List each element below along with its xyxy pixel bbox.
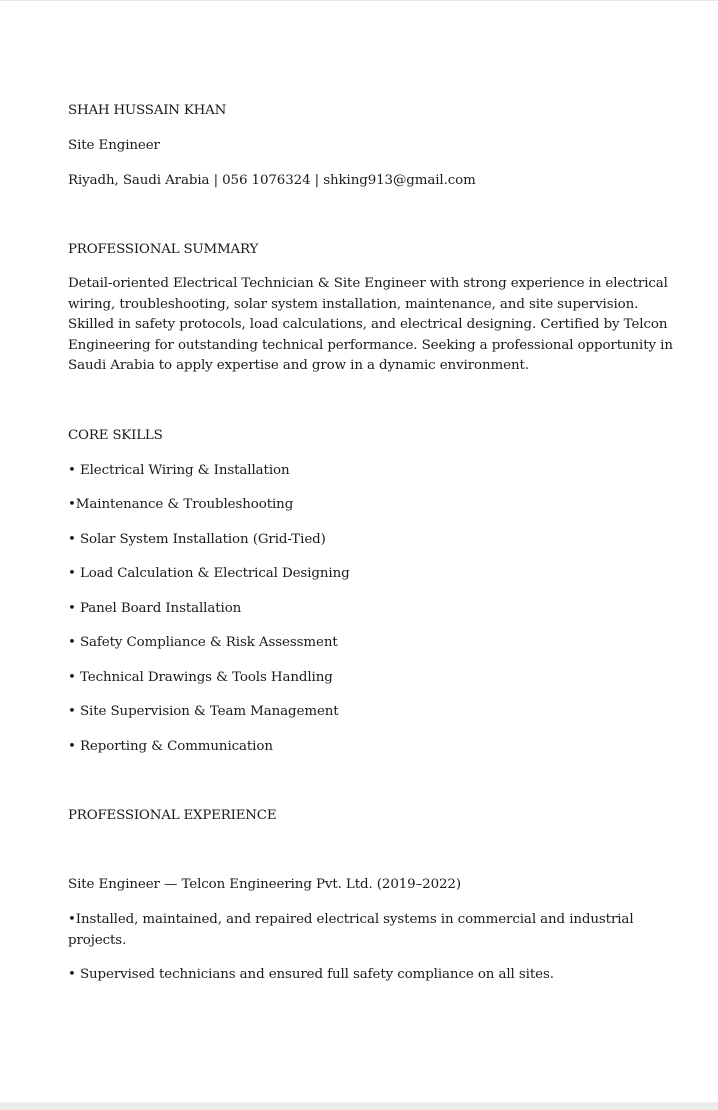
experience-job-title: Site Engineer — Telcon Engineering Pvt. Ltd. (2019–2022): [68, 877, 461, 892]
skill-item: • Load Calculation & Electrical Designing: [68, 566, 350, 581]
skills-heading: CORE SKILLS: [68, 428, 163, 443]
summary-heading: PROFESSIONAL SUMMARY: [68, 242, 259, 257]
contact-info: Riyadh, Saudi Arabia | 056 1076324 | shking913@gmail.com: [68, 173, 476, 188]
skill-item: • Solar System Installation (Grid-Tied): [68, 532, 326, 547]
experience-bullet: •Installed, maintained, and repaired electrical systems in commercial and industrial projects.: [68, 912, 634, 948]
skill-item: • Panel Board Installation: [68, 601, 242, 616]
summary-text: Detail-oriented Electrical Technician & Site Engineer with strong experience in electrical wiring, troubleshooting, solar system installation, maintenance, and site supervision. Skilled in safety protocols, load calculations, and electrical designing. Certified by Telcon Engineering for outstanding technical performance. Seeking a professional opportunity in Saudi Arabia to apply expertise and grow in a dynamic environment.: [68, 276, 673, 374]
skill-item: • Reporting & Communication: [68, 739, 273, 754]
page-bottom-edge: [0, 1102, 718, 1110]
job-title: Site Engineer: [68, 138, 160, 153]
skill-item: • Safety Compliance & Risk Assessment: [68, 635, 338, 650]
candidate-name: SHAH HUSSAIN KHAN: [68, 103, 227, 118]
skill-item: • Electrical Wiring & Installation: [68, 463, 290, 478]
skill-item: •Maintenance & Troubleshooting: [68, 497, 294, 512]
experience-bullet: • Supervised technicians and ensured full safety compliance on all sites.: [68, 967, 554, 982]
skill-item: • Technical Drawings & Tools Handling: [68, 670, 333, 685]
experience-heading: PROFESSIONAL EXPERIENCE: [68, 808, 277, 823]
skill-item: • Site Supervision & Team Management: [68, 704, 339, 719]
